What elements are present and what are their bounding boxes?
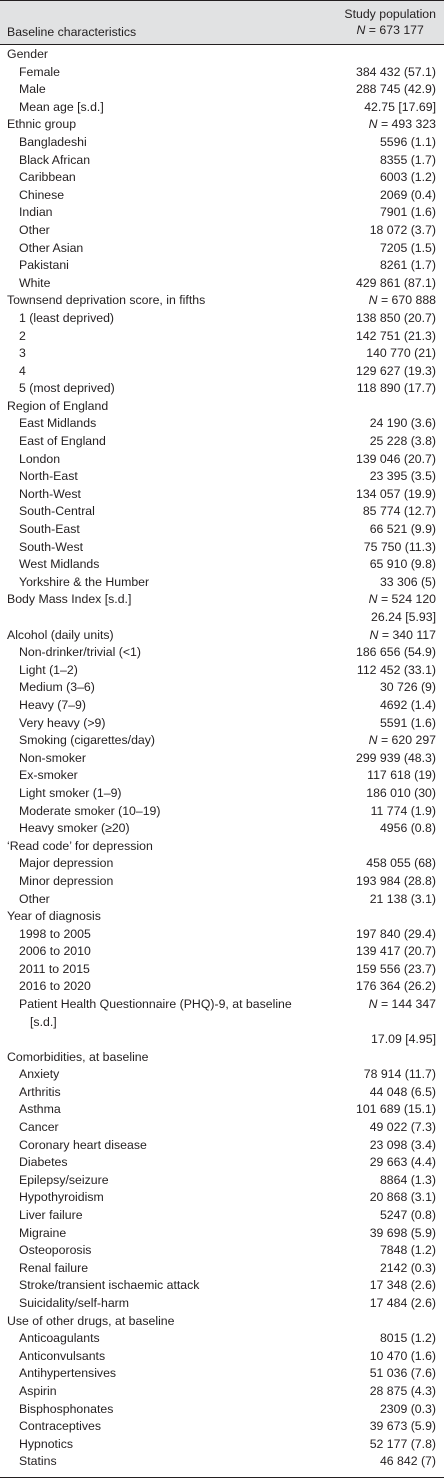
row-label: East Midlands bbox=[19, 416, 97, 431]
table-row bbox=[0, 152, 444, 170]
row-label: Region of England bbox=[7, 398, 109, 413]
row-label: 2 bbox=[19, 328, 26, 343]
table-row bbox=[0, 433, 444, 451]
row-value: 7901 (1.6) bbox=[379, 205, 436, 220]
row-value: 4692 (1.4) bbox=[379, 697, 436, 712]
equals-sign: = bbox=[377, 997, 392, 1012]
row-value: 42.75 [17.69] bbox=[364, 99, 436, 114]
table-row bbox=[0, 240, 444, 258]
row-label: Coronary heart disease bbox=[19, 1137, 147, 1152]
n-symbol: N bbox=[368, 592, 378, 607]
equals-sign: = bbox=[377, 293, 392, 308]
table-row bbox=[0, 81, 444, 99]
row-value: 2309 (0.3) bbox=[379, 1401, 436, 1416]
table-row bbox=[0, 187, 444, 205]
row-label: Antihypertensives bbox=[19, 1366, 117, 1381]
row-label: Other bbox=[19, 891, 50, 906]
row-value: 140 770 (21) bbox=[366, 346, 436, 361]
row-label: East of England bbox=[19, 434, 106, 449]
row-value: 134 057 (19.9) bbox=[356, 486, 436, 501]
row-value: 112 452 (33.1) bbox=[356, 662, 436, 677]
table-row bbox=[0, 838, 444, 856]
row-label: Statins bbox=[19, 1454, 57, 1469]
row-value: 8015 (1.2) bbox=[379, 1331, 436, 1346]
row-label: Other bbox=[19, 222, 50, 237]
equals-sign: = bbox=[378, 627, 393, 642]
table-row bbox=[0, 855, 444, 873]
row-label: Hypnotics bbox=[19, 1436, 73, 1451]
equals-sign: = bbox=[377, 592, 392, 607]
n-value: 493 323 bbox=[391, 117, 436, 132]
table-row bbox=[0, 908, 444, 926]
table-row bbox=[0, 662, 444, 680]
row-value: 39 673 (5.9) bbox=[369, 1419, 436, 1434]
table-row bbox=[0, 116, 444, 134]
table-row bbox=[0, 1172, 444, 1190]
table-row bbox=[0, 732, 444, 750]
row-value: 20 868 (3.1) bbox=[369, 1190, 436, 1205]
table-row bbox=[0, 644, 444, 662]
table-row bbox=[0, 1154, 444, 1172]
row-value: 29 663 (4.4) bbox=[369, 1155, 436, 1170]
table-row bbox=[0, 46, 444, 64]
row-label: Major depression bbox=[19, 856, 114, 871]
row-label: Use of other drugs, at baseline bbox=[7, 1313, 175, 1328]
row-label: Contraceptives bbox=[19, 1419, 102, 1434]
table-row bbox=[0, 1066, 444, 1084]
row-value: 24 190 (3.6) bbox=[369, 416, 436, 431]
row-label: White bbox=[19, 275, 51, 290]
row-label: Year of diagnosis bbox=[7, 909, 101, 924]
table-row bbox=[0, 591, 444, 609]
table-row bbox=[0, 609, 444, 627]
table-row bbox=[0, 679, 444, 697]
row-value: 51 036 (7.6) bbox=[369, 1366, 436, 1381]
row-label: Cancer bbox=[19, 1120, 59, 1135]
row-label: 3 bbox=[19, 346, 26, 361]
row-label: North-West bbox=[19, 486, 81, 501]
row-value: 8261 (1.7) bbox=[379, 258, 436, 273]
row-sample-size bbox=[369, 591, 436, 609]
table-row bbox=[0, 1295, 444, 1313]
row-value: 25 228 (3.8) bbox=[369, 434, 436, 449]
row-label: Gender bbox=[7, 47, 49, 61]
row-label: Ethnic group bbox=[7, 117, 77, 132]
column-header-study-population bbox=[344, 6, 436, 38]
row-value: 8864 (1.3) bbox=[379, 1172, 436, 1187]
row-value: 30 726 (9) bbox=[379, 680, 436, 695]
table-row bbox=[0, 715, 444, 733]
row-value: 66 521 (9.9) bbox=[369, 522, 436, 537]
row-value: 118 890 (17.7) bbox=[356, 381, 436, 396]
table-row bbox=[0, 1313, 444, 1331]
row-label: Other Asian bbox=[19, 240, 84, 255]
row-value: 7205 (1.5) bbox=[379, 240, 436, 255]
n-value: 670 888 bbox=[391, 293, 436, 308]
row-value: 65 910 (9.8) bbox=[369, 557, 436, 572]
row-value: 26.24 [5.93] bbox=[371, 610, 436, 624]
table-row bbox=[0, 750, 444, 768]
row-label: Anticonvulsants bbox=[19, 1348, 106, 1363]
row-label: Bisphosphonates bbox=[19, 1401, 114, 1416]
row-value: 85 774 (12.7) bbox=[362, 504, 436, 519]
column-header-n bbox=[344, 22, 436, 38]
row-label: Aspirin bbox=[19, 1383, 57, 1398]
row-label: Heavy (7–9) bbox=[19, 697, 86, 712]
row-value: 78 914 (11.7) bbox=[363, 1067, 436, 1082]
row-label: Alcohol (daily units) bbox=[7, 627, 114, 642]
row-value: 458 055 (68) bbox=[366, 856, 436, 871]
column-header-characteristics: Baseline characteristics bbox=[7, 25, 137, 39]
row-label: Townsend deprivation score, in fifths bbox=[7, 293, 206, 308]
table-row bbox=[0, 521, 444, 539]
row-label: South-East bbox=[19, 522, 80, 537]
row-value: 2069 (0.4) bbox=[379, 187, 436, 202]
row-label: Non-drinker/trivial (<1) bbox=[19, 645, 141, 660]
table-row bbox=[0, 363, 444, 381]
row-sample-size bbox=[370, 627, 436, 645]
n-symbol: N bbox=[368, 117, 378, 132]
row-label: Liver failure bbox=[19, 1208, 83, 1222]
row-value: 138 850 (20.7) bbox=[356, 310, 436, 325]
row-value: 17.09 [4.95] bbox=[371, 1032, 436, 1047]
row-value: 44 048 (6.5) bbox=[369, 1084, 436, 1099]
table-row bbox=[0, 1383, 444, 1401]
row-label: Osteoporosis bbox=[19, 1243, 92, 1258]
row-value: 139 046 (20.7) bbox=[356, 451, 436, 466]
table-row bbox=[0, 961, 444, 979]
table-row bbox=[0, 820, 444, 838]
row-value: 117 618 (19) bbox=[367, 768, 436, 783]
table-row bbox=[0, 275, 444, 293]
row-value: 39 698 (5.9) bbox=[369, 1225, 436, 1240]
table-row bbox=[0, 1101, 444, 1119]
n-value: 144 347 bbox=[391, 997, 436, 1012]
table-row bbox=[0, 1401, 444, 1419]
row-sample-size bbox=[369, 996, 436, 1014]
table-row bbox=[0, 169, 444, 187]
equals-sign: = bbox=[377, 733, 392, 748]
row-label: Arthritis bbox=[19, 1084, 61, 1099]
row-sample-size bbox=[369, 732, 436, 750]
row-label: Minor depression bbox=[19, 873, 114, 888]
table-row bbox=[0, 1365, 444, 1383]
row-label: 2011 to 2015 bbox=[19, 961, 90, 976]
row-label: Comorbidities, at baseline bbox=[7, 1049, 149, 1064]
row-label: Bangladeshi bbox=[19, 134, 87, 149]
row-label: Mean age [s.d.] bbox=[19, 99, 104, 114]
row-sample-size bbox=[369, 292, 436, 310]
row-value: 299 939 (48.3) bbox=[356, 750, 436, 765]
row-value: 176 364 (26.2) bbox=[356, 979, 436, 994]
table-row bbox=[0, 415, 444, 433]
row-value: 18 072 (3.7) bbox=[369, 222, 436, 237]
table-row bbox=[0, 978, 444, 996]
table-row bbox=[0, 486, 444, 504]
row-label-line1: Patient Health Questionnaire (PHQ)-9, at baseline bbox=[19, 997, 292, 1012]
table-row bbox=[0, 1418, 444, 1436]
row-value: 384 432 (57.1) bbox=[356, 64, 436, 79]
table-row bbox=[0, 292, 444, 310]
table-row bbox=[0, 1277, 444, 1295]
table-body bbox=[0, 45, 444, 1471]
table-row bbox=[0, 873, 444, 891]
table-row bbox=[0, 574, 444, 592]
table-row bbox=[0, 767, 444, 785]
n-symbol: N bbox=[356, 23, 366, 37]
table-row bbox=[0, 1330, 444, 1348]
row-value: 193 984 (28.8) bbox=[356, 873, 436, 888]
table-row bbox=[0, 556, 444, 574]
row-value: 21 138 (3.1) bbox=[369, 891, 436, 906]
row-label: Anticoagulants bbox=[19, 1331, 100, 1346]
row-value: 49 022 (7.3) bbox=[369, 1120, 436, 1135]
n-value: 340 117 bbox=[392, 627, 436, 642]
row-value: 46 842 (7) bbox=[379, 1454, 436, 1469]
row-value: 52 177 (7.8) bbox=[369, 1436, 436, 1451]
row-value: 23 395 (3.5) bbox=[369, 469, 436, 484]
table-row bbox=[0, 539, 444, 557]
table-row bbox=[0, 134, 444, 152]
row-value: 5591 (1.6) bbox=[379, 715, 436, 730]
row-value: 101 689 (15.1) bbox=[356, 1102, 436, 1117]
row-label: Asthma bbox=[19, 1102, 61, 1117]
row-value: 33 306 (5) bbox=[379, 574, 436, 589]
row-value: 2142 (0.3) bbox=[379, 1260, 436, 1275]
n-symbol: N bbox=[368, 997, 378, 1012]
table-row bbox=[0, 1119, 444, 1137]
row-label: Stroke/transient ischaemic attack bbox=[19, 1278, 200, 1293]
row-label: Diabetes bbox=[19, 1155, 68, 1170]
row-value: 4956 (0.8) bbox=[379, 821, 436, 836]
row-value: 10 470 (1.6) bbox=[369, 1348, 436, 1363]
table-row bbox=[0, 328, 444, 346]
row-value: 129 627 (19.3) bbox=[356, 363, 436, 378]
table-row bbox=[0, 1084, 444, 1102]
row-value: 8355 (1.7) bbox=[379, 152, 436, 167]
row-label: Light smoker (1–9) bbox=[19, 785, 122, 800]
table-row bbox=[0, 1260, 444, 1278]
n-symbol: N bbox=[368, 293, 378, 308]
row-label: ‘Read code’ for depression bbox=[7, 838, 153, 853]
row-label: Black African bbox=[19, 152, 91, 167]
table-row bbox=[0, 99, 444, 117]
n-value: = 673 177 bbox=[365, 23, 424, 37]
row-label: Non-smoker bbox=[19, 750, 86, 765]
row-label: Pakistani bbox=[19, 258, 69, 273]
row-label: North-East bbox=[19, 469, 78, 484]
row-label: Male bbox=[19, 82, 46, 97]
row-value: 11 774 (1.9) bbox=[370, 803, 436, 818]
row-value: 186 656 (54.9) bbox=[356, 645, 436, 660]
table-row bbox=[0, 627, 444, 645]
row-label: Yorkshire & the Humber bbox=[19, 574, 150, 589]
row-value: 23 098 (3.4) bbox=[369, 1137, 436, 1152]
row-label: Female bbox=[19, 64, 61, 79]
row-label: Caribbean bbox=[19, 170, 76, 185]
row-label: Body Mass Index [s.d.] bbox=[7, 592, 132, 607]
row-label: Smoking (cigarettes/day) bbox=[19, 733, 156, 748]
row-value: 186 010 (30) bbox=[366, 785, 436, 800]
row-value: 139 417 (20.7) bbox=[356, 944, 436, 959]
table-row bbox=[0, 310, 444, 328]
table-row bbox=[0, 1453, 444, 1471]
row-label: Epilepsy/seizure bbox=[19, 1172, 109, 1187]
row-sample-size bbox=[369, 116, 436, 134]
row-label-line2: [s.d.] bbox=[30, 1014, 57, 1029]
row-label: Anxiety bbox=[19, 1067, 60, 1082]
table-row bbox=[0, 64, 444, 82]
table-row bbox=[0, 468, 444, 486]
table-row bbox=[0, 222, 444, 240]
row-label: Ex-smoker bbox=[19, 768, 78, 783]
row-value: 75 750 (11.3) bbox=[363, 539, 436, 554]
row-label: South-Central bbox=[19, 504, 95, 519]
row-value: 159 556 (23.7) bbox=[356, 961, 436, 976]
row-value: 6003 (1.2) bbox=[379, 170, 436, 185]
row-label: Hypothyroidism bbox=[19, 1190, 104, 1205]
row-value: 7848 (1.2) bbox=[379, 1243, 436, 1258]
table-row bbox=[0, 380, 444, 398]
row-label: 5 (most deprived) bbox=[19, 381, 115, 396]
table-row bbox=[0, 891, 444, 909]
row-value: 28 875 (4.3) bbox=[369, 1383, 436, 1398]
row-label: Indian bbox=[19, 205, 53, 220]
table-row bbox=[0, 1225, 444, 1243]
row-label: Suicidality/self-harm bbox=[19, 1295, 130, 1310]
row-label: South-West bbox=[19, 539, 84, 554]
row-value: 197 840 (29.4) bbox=[356, 926, 436, 941]
table-row bbox=[0, 785, 444, 803]
row-value: 17 348 (2.6) bbox=[369, 1278, 436, 1293]
row-label: 4 bbox=[19, 363, 26, 378]
row-label: 2006 to 2010 bbox=[19, 944, 91, 959]
n-symbol: N bbox=[369, 627, 379, 642]
table-row bbox=[0, 204, 444, 222]
n-value: 620 297 bbox=[391, 733, 436, 748]
row-label: Renal failure bbox=[19, 1260, 89, 1275]
row-label: Very heavy (>9) bbox=[19, 715, 106, 730]
row-value: 5596 (1.1) bbox=[379, 134, 436, 149]
row-label: Heavy smoker (≥20) bbox=[19, 821, 130, 836]
table-row bbox=[0, 1242, 444, 1260]
row-label: Migraine bbox=[19, 1225, 67, 1240]
n-symbol: N bbox=[368, 733, 378, 748]
row-label: Medium (3–6) bbox=[19, 680, 95, 695]
table-row bbox=[0, 1436, 444, 1454]
row-value: 288 745 (42.9) bbox=[356, 82, 436, 97]
table-row bbox=[0, 257, 444, 275]
table-row bbox=[0, 1031, 444, 1049]
row-value: 17 484 (2.6) bbox=[369, 1295, 436, 1310]
table-row bbox=[0, 345, 444, 363]
row-value: 5247 (0.8) bbox=[379, 1208, 436, 1222]
table-header bbox=[0, 0, 444, 45]
row-label: 2016 to 2020 bbox=[19, 979, 91, 994]
row-label: Light (1–2) bbox=[19, 662, 78, 677]
table-row bbox=[0, 926, 444, 944]
column-header-title: Study population bbox=[344, 7, 436, 21]
table-row bbox=[0, 1348, 444, 1366]
row-value: 429 861 (87.1) bbox=[356, 275, 436, 290]
row-value: 142 751 (21.3) bbox=[356, 328, 436, 343]
n-value: 524 120 bbox=[391, 592, 436, 607]
table-row bbox=[0, 451, 444, 469]
table-row bbox=[0, 996, 444, 1031]
table-row bbox=[0, 1049, 444, 1067]
row-label: West Midlands bbox=[19, 557, 100, 572]
table-row bbox=[0, 503, 444, 521]
equals-sign: = bbox=[377, 117, 392, 132]
row-label bbox=[19, 996, 319, 1031]
table-row bbox=[0, 697, 444, 715]
table-row bbox=[0, 803, 444, 821]
row-label: 1998 to 2005 bbox=[19, 926, 91, 941]
table-row bbox=[0, 1207, 444, 1225]
table-row bbox=[0, 398, 444, 416]
table-row bbox=[0, 1189, 444, 1207]
row-label: Chinese bbox=[19, 187, 65, 202]
table-row bbox=[0, 1137, 444, 1155]
row-label: London bbox=[19, 451, 61, 466]
row-label: 1 (least deprived) bbox=[19, 310, 115, 325]
table-row bbox=[0, 943, 444, 961]
row-label: Moderate smoker (10–19) bbox=[19, 803, 161, 818]
